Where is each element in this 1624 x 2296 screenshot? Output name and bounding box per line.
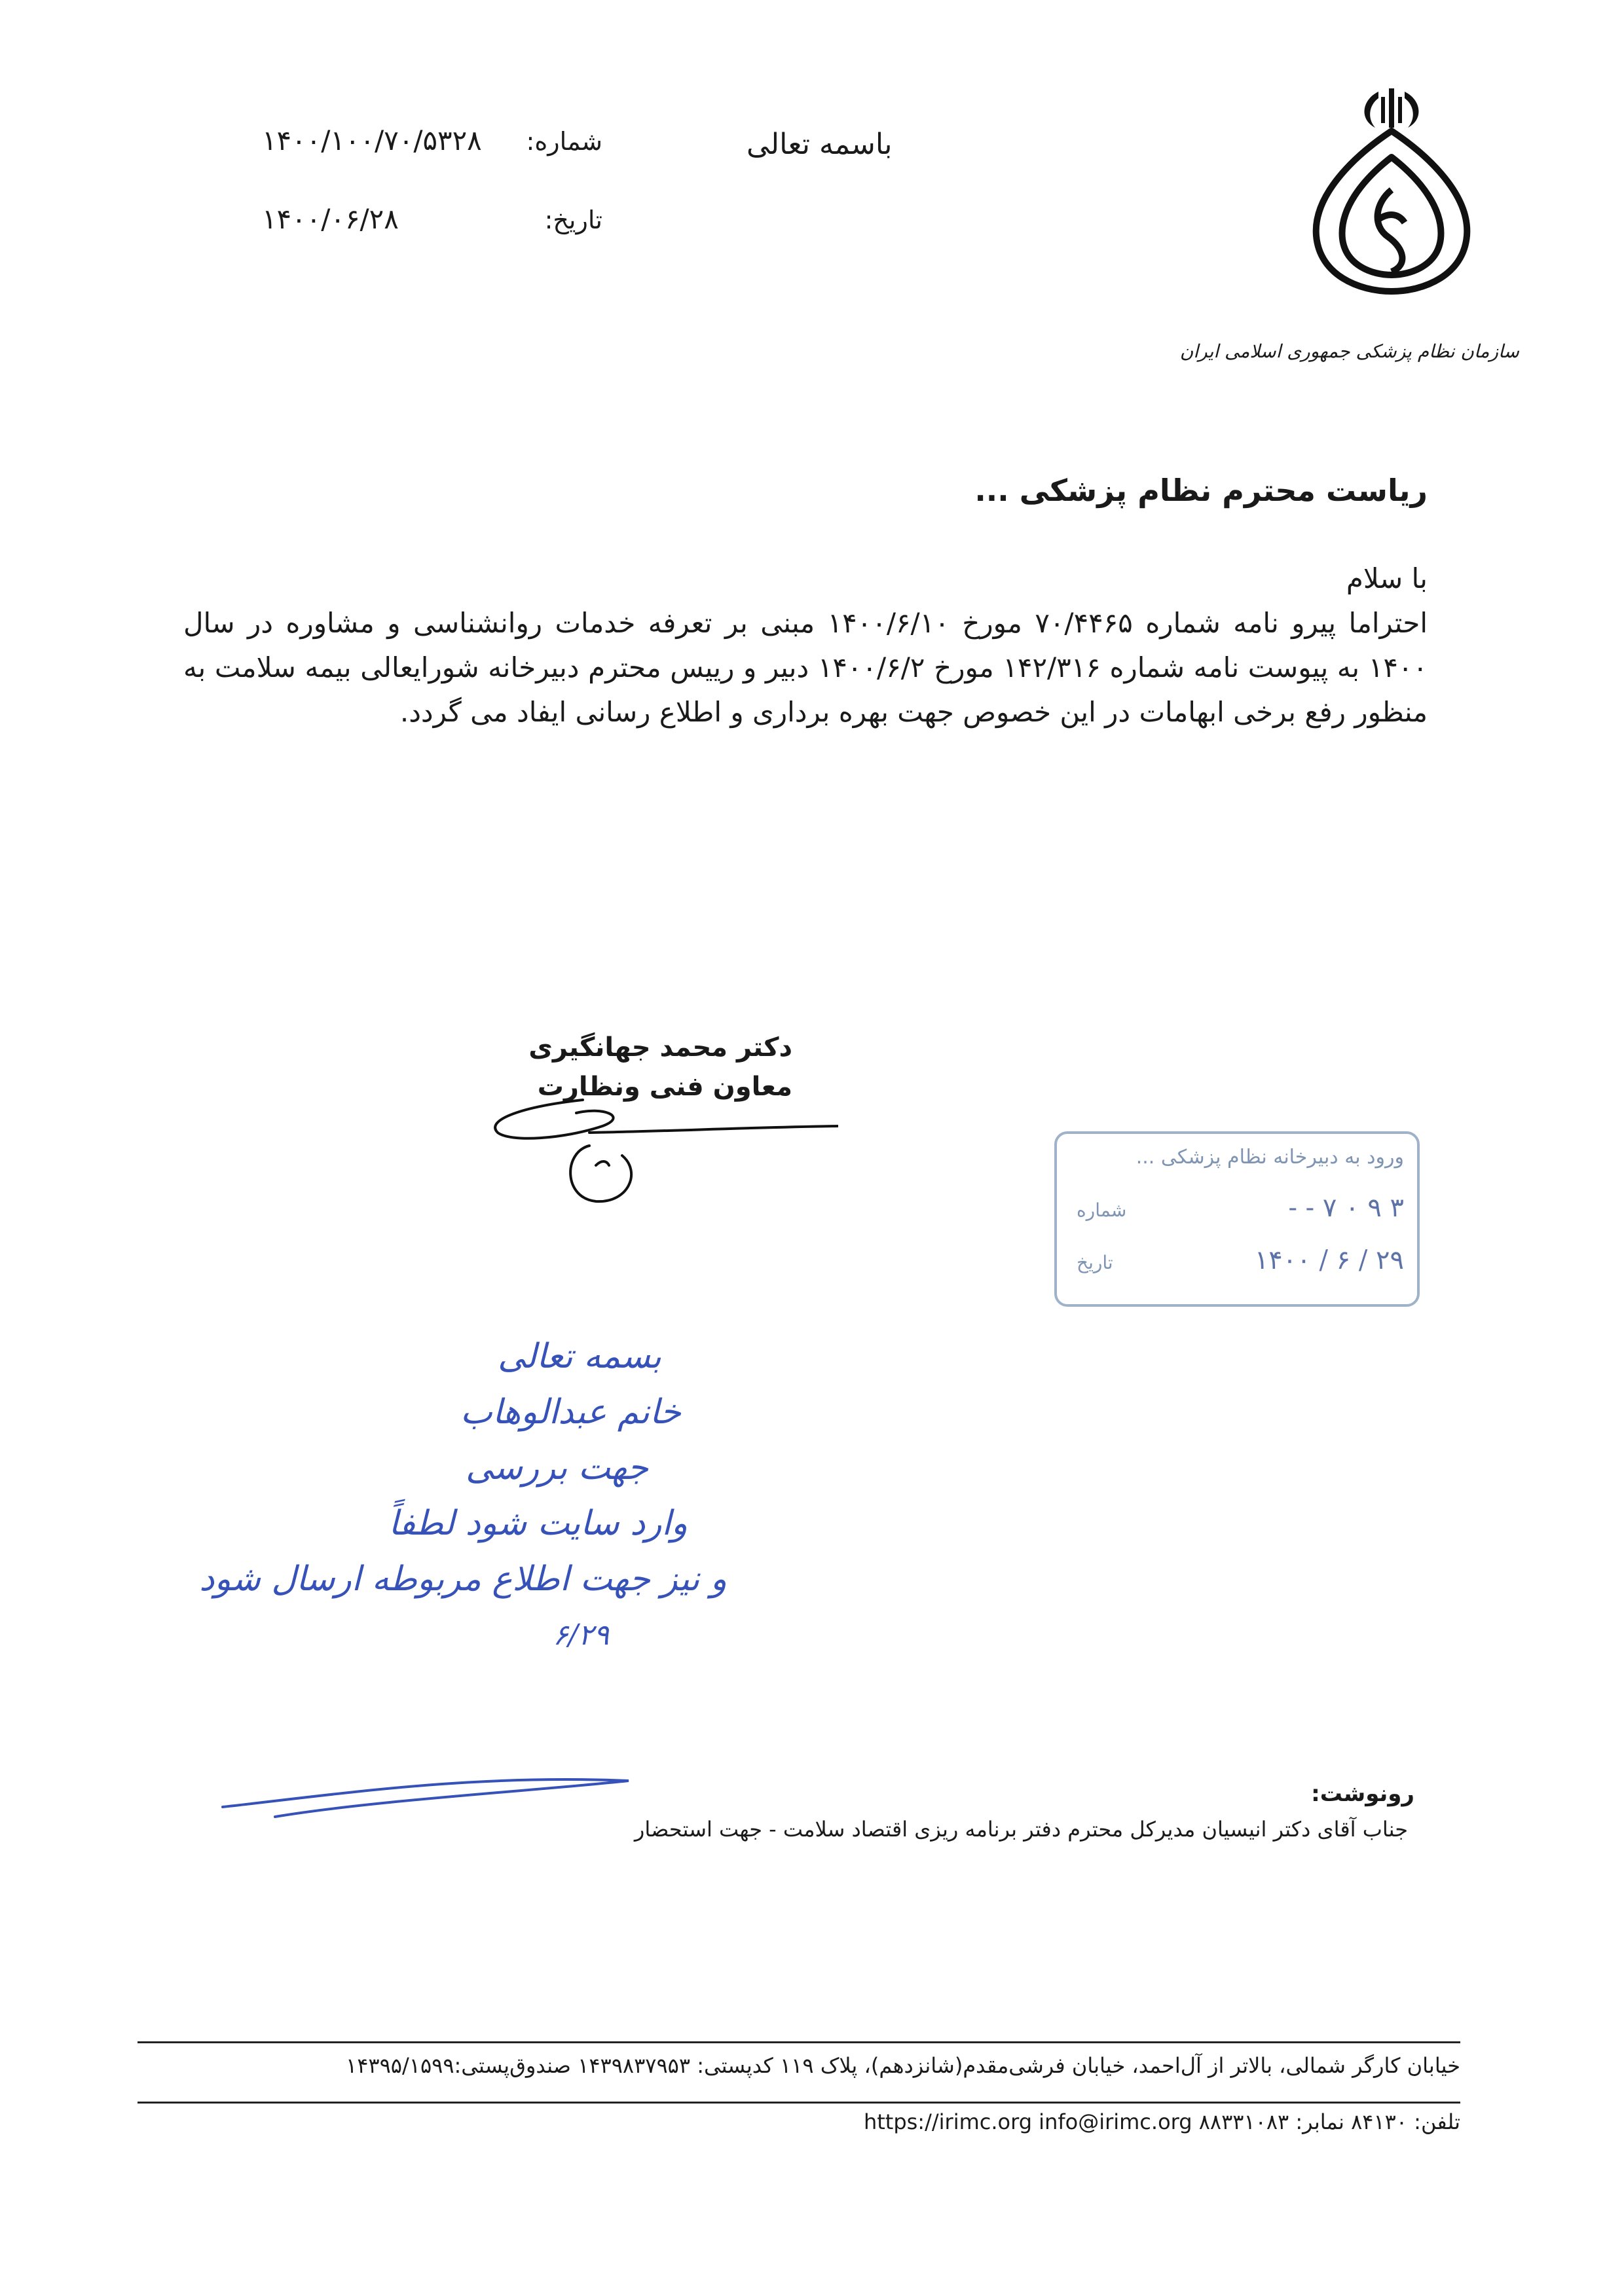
- cc-label: رونوشت:: [1311, 1781, 1414, 1807]
- footer-contact: تلفن: ۸۴۱۳۰ نمابر: ۸۸۳۳۱۰۸۳ https://irimc.org info@irimc.org: [863, 2109, 1460, 2134]
- cc-recipient: جناب آقای دکتر انیسیان مدیرکل محترم دفتر برنامه ریزی اقتصاد سلامت - جهت استحضار: [634, 1817, 1408, 1842]
- recipient-heading: ریاست محترم نظام پزشکی ...: [974, 473, 1428, 508]
- signatory-name: دکتر محمد جهانگیری: [528, 1032, 792, 1063]
- handnote-date: ۶/۲۹: [553, 1618, 609, 1652]
- letter-date-label: تاریخ:: [544, 206, 602, 234]
- footer-address: خیابان کارگر شمالی، بالاتر از آل‌احمد، خیابان فرشی‌مقدم(شانزدهم)، پلاک ۱۱۹ کدپستی: ۱۴۳۹۸۳۷۹۵۳ صندوق‌پستی:۱۴۳۹۵/۱۵۹۹: [346, 2053, 1460, 2078]
- signatory-title: معاون فنی ونظارت: [537, 1072, 792, 1102]
- handnote-line: وارد سایت شود لطفاً: [388, 1504, 688, 1543]
- letter-number-label: شماره:: [526, 127, 602, 156]
- handnote-line: خانم عبدالوهاب: [460, 1393, 681, 1432]
- handnote-line: و نیز جهت اطلاع مربوطه ارسال شود: [199, 1559, 727, 1599]
- letter-date-value: ۱۴۰۰/۰۶/۲۸: [262, 203, 399, 235]
- greeting: با سلام: [1346, 562, 1428, 594]
- letter-date-row: [262, 203, 602, 235]
- footer-top-rule: [138, 2041, 1460, 2043]
- letter-number-row: [262, 124, 602, 156]
- signature-scribble: [471, 1087, 838, 1218]
- received-stamp: [1054, 1131, 1420, 1307]
- iran-medical-council-emblem-icon: [1300, 85, 1483, 295]
- letter-body: [183, 556, 1428, 735]
- footer-bottom-rule: [138, 2102, 1460, 2104]
- stamp-number-label: شماره: [1077, 1199, 1127, 1221]
- stamp-date-value: ۱۴۰۰ / ۶ / ۲۹: [1254, 1245, 1404, 1275]
- handnote-line: جهت بررسی: [466, 1448, 648, 1487]
- handwritten-flourish: [79, 1322, 707, 1833]
- bismillah-heading: باسمه تعالی: [747, 128, 893, 161]
- stamp-number-row: [1077, 1193, 1404, 1223]
- stamp-title: ورود به دبیرخانه نظام پزشکی ...: [1135, 1146, 1404, 1169]
- stamp-date-label: تاریخ: [1077, 1252, 1113, 1273]
- stamp-number-value: - - ۷ ۰ ۹ ۳: [1288, 1193, 1404, 1223]
- organization-name-caption: سازمان نظام پزشکی جمهوری اسلامی ایران: [1179, 340, 1519, 362]
- stamp-date-row: [1077, 1245, 1404, 1275]
- letter-number-value: ۱۴۰۰/۱۰۰/۷۰/۵۳۲۸: [262, 124, 482, 156]
- handnote-line: بسمه تعالی: [498, 1337, 661, 1376]
- body-paragraph: احتراما پیرو نامه شماره ۷۰/۴۴۶۵ مورخ ۱۴۰۰/۶/۱۰ مبنی بر تعرفه خدمات روانشناسی و مشاوره در سال ۱۴۰۰ به پیوست نامه شماره ۱۴۲/۳۱۶ مورخ ۱۴۰۰/۶/۲ دبیر و رییس محترم دبیرخانه شورایعالی بیمه سلامت به منظور رفع برخی ابهامات در این خصوص جهت بهره برداری و اطلاع رسانی ایفاد می گردد.: [183, 607, 1428, 728]
